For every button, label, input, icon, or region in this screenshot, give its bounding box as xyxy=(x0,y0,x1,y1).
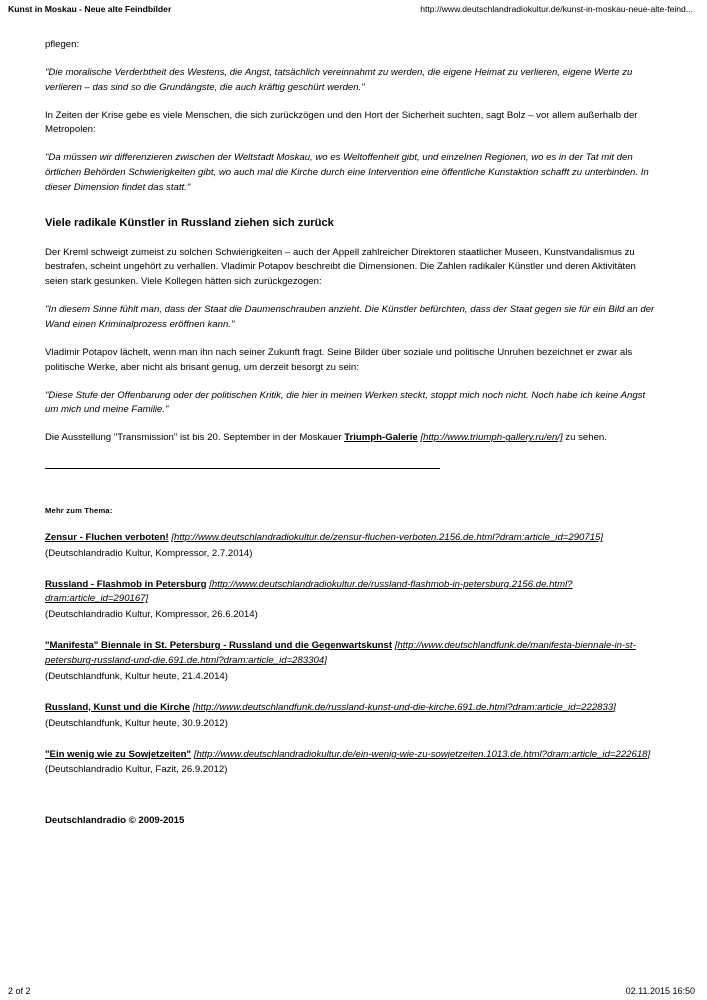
list-item xyxy=(45,701,659,732)
print-timestamp: 02.11.2015 16:50 xyxy=(625,986,695,996)
ausstellung-text-pre: Die Ausstellung "Transmission" ist bis 20. September in der Moskauer xyxy=(45,432,345,444)
blockquote-4: "Diese Stufe der Offenbarung oder der politischen Kritik, die hier in meinen Werken steckt, stoppt mich noch nicht. Noch habe ich keine Angst um mich und meine Familie." xyxy=(45,389,646,416)
list-item xyxy=(45,748,659,779)
related-title[interactable]: Zensur - Fluchen verboten! xyxy=(45,531,169,543)
print-header-url: http://www.deutschlandradiokultur.de/kunst-in-moskau-neue-alte-feind... xyxy=(420,4,693,14)
print-header xyxy=(0,0,707,22)
related-source: (Deutschlandradio Kultur, Kompressor, 2.7.2014) xyxy=(45,547,253,559)
related-heading: Mehr zum Thema: xyxy=(45,506,113,516)
related-url[interactable]: [http://www.deutschlandradiokultur.de/russland-flashmob-in-petersburg.2156.de.html?dram:article_id=290167] xyxy=(45,578,573,605)
blockquote-2: "Da müssen wir differenzieren zwischen der Weltstadt Moskau, wo es Weltoffenheit gibt, und einzelnen Regionen, wo es in der Tat mit den örtlichen Behörden Schwierigkeiten gibt, wo auch mal die Kirche durch eine Intervention eine öffentliche Kunstaktion schafft zu unterbinden. In dieser Dimension findet das statt." xyxy=(45,152,649,194)
list-item xyxy=(45,639,659,685)
paragraph-pflegen: pflegen: xyxy=(45,39,80,50)
triumph-gallery-url[interactable]: [http://www.triumph-gallery.ru/en/] xyxy=(420,432,563,444)
horizontal-rule xyxy=(45,468,440,469)
section-heading: Viele radikale Künstler in Russland ziehen sich zurück xyxy=(45,216,334,229)
related-source: (Deutschlandfunk, Kultur heute, 30.9.2012) xyxy=(45,717,228,729)
related-title[interactable]: Russland, Kunst und die Kirche xyxy=(45,701,190,713)
related-source: (Deutschlandradio Kultur, Kompressor, 26.6.2014) xyxy=(45,609,258,621)
page-number: 2 of 2 xyxy=(8,986,31,996)
print-header-title: Kunst in Moskau - Neue alte Feindbilder xyxy=(8,4,172,14)
related-source: (Deutschlandfunk, Kultur heute, 21.4.2014) xyxy=(45,670,228,682)
related-title[interactable]: "Manifesta" Biennale in St. Petersburg - Russland und die Gegenwartskunst xyxy=(45,640,393,652)
paragraph-krise: In Zeiten der Krise gebe es viele Menschen, die sich zurückzögen und den Hort der Sicherheit suchten, sagt Bolz – vor allem außerhalb der Metropolen: xyxy=(45,109,638,136)
paragraph-ausstellung xyxy=(45,431,659,446)
article-content xyxy=(45,38,659,829)
list-item xyxy=(45,578,659,624)
related-url[interactable]: [http://www.deutschlandradiokultur.de/ein-wenig-wie-zu-sowjetzeiten.1013.de.html?dram:article_id=222618] xyxy=(193,748,651,760)
ausstellung-text-post: zu sehen. xyxy=(562,432,607,444)
paragraph-potapov: Vladimir Potapov lächelt, wenn man ihn nach seiner Zukunft fragt. Seine Bilder über soziale und politische Unruhen bezeichnet er zwar als politische Werke, aber nicht als brisant genug, um derzeit besorgt zu sein: xyxy=(45,346,633,373)
blockquote-1: "Die moralische Verderbtheit des Westens, die Angst, tatsächlich vereinnahmt zu werden, die eigene Heimat zu verlieren, eigene Werte zu verlieren – das sind so die Grundängste, die auch kräftig geschürt werden." xyxy=(45,66,633,93)
related-url[interactable]: [http://www.deutschlandfunk.de/manifesta-biennale-in-st-petersburg-russland-und-die.691.de.html?dram:article_id=283304] xyxy=(45,640,636,667)
related-title[interactable]: Russland - Flashmob in Petersburg xyxy=(45,578,207,590)
blockquote-3: "In diesem Sinne fühlt man, dass der Staat die Daumenschrauben anzieht. Die Künstler befürchten, dass der Staat gegen sie für ein Bild an der Wand einen Kriminalprozess eröffnen kann." xyxy=(45,304,655,330)
related-url[interactable]: [http://www.deutschlandfunk.de/russland-kunst-und-die-kirche.691.de.html?dram:article_id=222833] xyxy=(192,701,616,713)
triumph-gallery-link[interactable]: Triumph-Galerie xyxy=(344,432,418,444)
print-footer xyxy=(0,986,707,996)
copyright-notice: Deutschlandradio © 2009-2015 xyxy=(45,815,185,827)
related-source: (Deutschlandradio Kultur, Fazit, 26.9.2012) xyxy=(45,764,228,776)
related-url[interactable]: [http://www.deutschlandradiokultur.de/zensur-fluchen-verboten.2156.de.html?dram:article_id=290715] xyxy=(171,531,604,543)
list-item xyxy=(45,531,659,562)
related-title[interactable]: "Ein wenig wie zu Sowjetzeiten" xyxy=(45,748,192,760)
paragraph-kreml: Der Kreml schweigt zumeist zu solchen Schwierigkeiten – auch der Appell zahlreicher Direktoren staatlicher Museen, Kunstvandalismus zu bestrafen, scheint ungehört zu verhallen. Vladimir Potapov beschreibt die Dimensionen. Die Zahlen radikaler Künstler und deren Aktivitäten seien stark gesunken. Viele Kollegen hätten sich zurückgezogen: xyxy=(45,246,636,288)
